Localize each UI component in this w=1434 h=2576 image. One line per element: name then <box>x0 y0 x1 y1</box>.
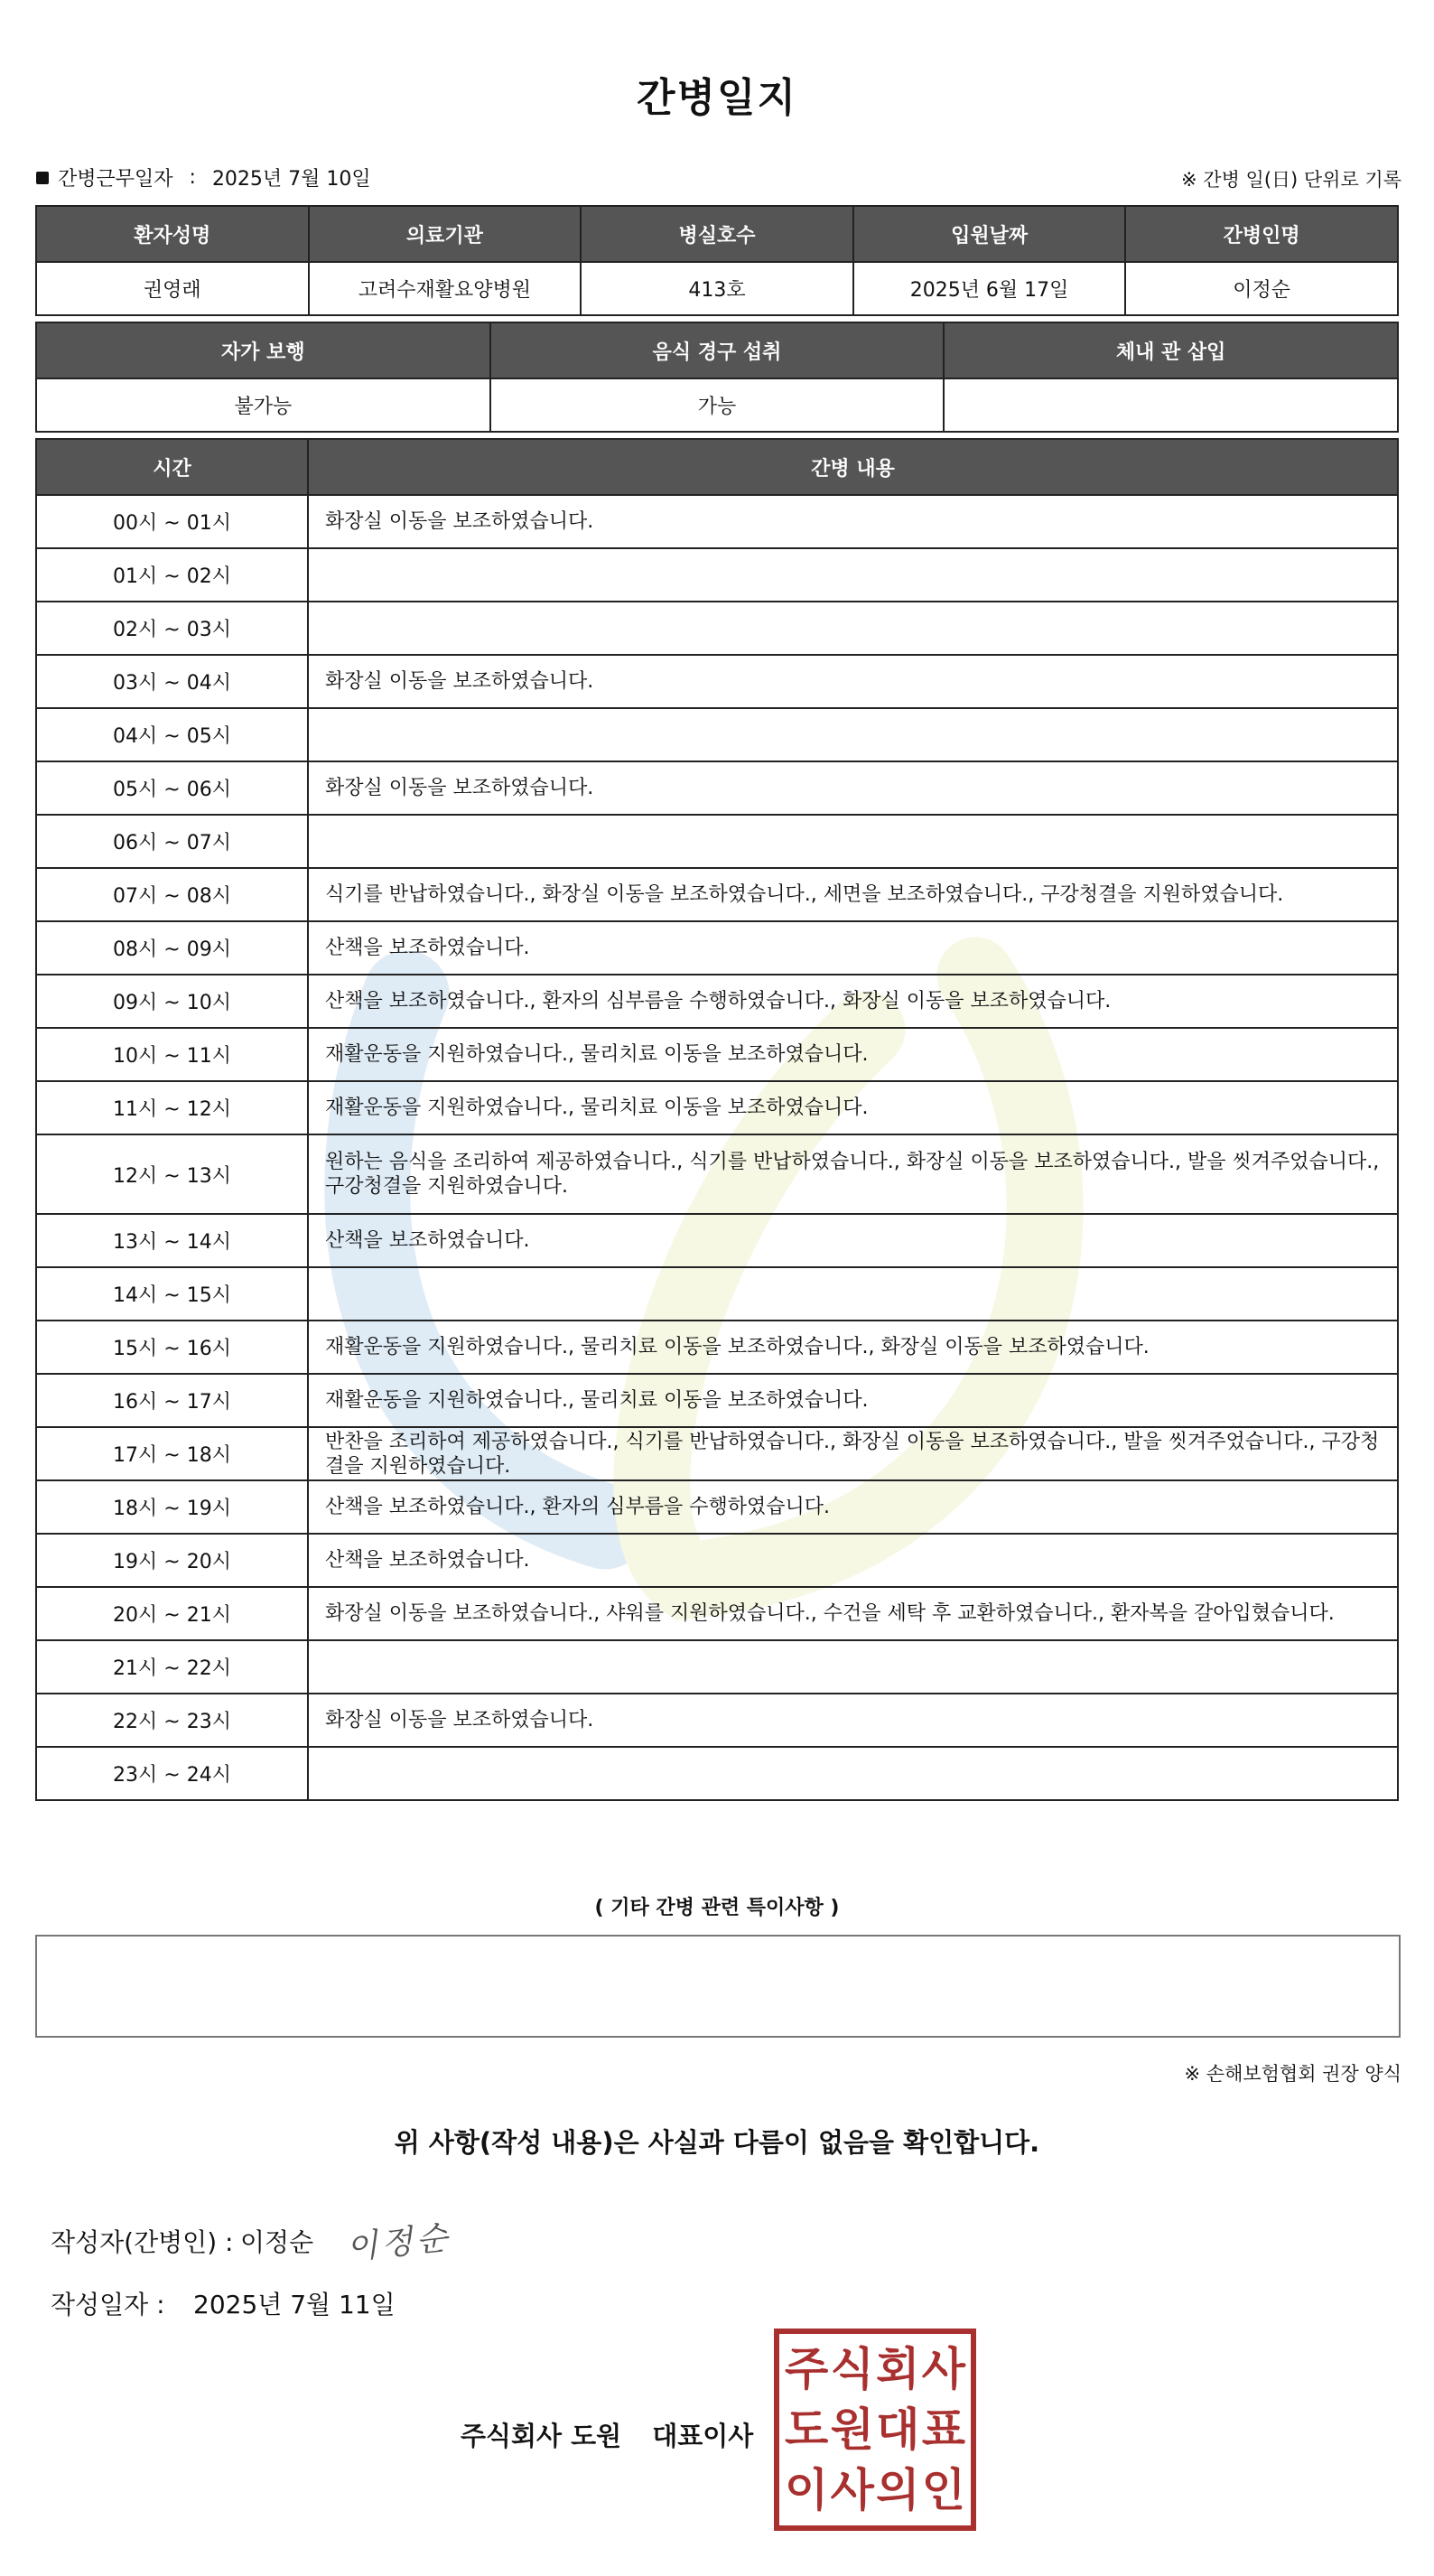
care-log-content: 산책을 보조하였습니다., 환자의 심부름을 수행하였습니다. <box>308 1480 1398 1534</box>
care-log-time: 19시 ~ 20시 <box>36 1534 308 1587</box>
work-date-label: 간병근무일자 <box>58 168 173 191</box>
care-log-header-row <box>36 439 1398 495</box>
care-log-row <box>36 1134 1398 1214</box>
write-date-value: 2025년 7월 11일 <box>193 2290 396 2319</box>
seal-row-2: 도 원 대 표 <box>785 2403 965 2456</box>
room-number: 413호 <box>581 262 853 315</box>
seal-row-1: 주 식 회 사 <box>785 2343 965 2396</box>
header-room: 병실호수 <box>581 206 853 262</box>
header-hospital: 의료기관 <box>309 206 582 262</box>
admission-date: 2025년 6월 17일 <box>853 262 1126 315</box>
care-log-content <box>308 548 1398 602</box>
company-role: 대표이사 <box>652 2421 754 2451</box>
care-log-time: 00시 ~ 01시 <box>36 495 308 548</box>
care-log-time: 11시 ~ 12시 <box>36 1081 308 1134</box>
hospital-name: 고려수재활요양병원 <box>309 262 582 315</box>
patient-info-header-row <box>36 206 1398 262</box>
care-log-content: 산책을 보조하였습니다. <box>308 921 1398 975</box>
care-log-time: 04시 ~ 05시 <box>36 708 308 761</box>
care-log-row <box>36 602 1398 655</box>
care-log-content: 재활운동을 지원하였습니다., 물리치료 이동을 보조하였습니다. <box>308 1374 1398 1427</box>
header-care-content: 간병 내용 <box>308 439 1398 495</box>
care-log-time: 16시 ~ 17시 <box>36 1374 308 1427</box>
seal-row-3: 이 사 의 인 <box>785 2463 965 2516</box>
care-log-row <box>36 1694 1398 1747</box>
walking-status: 불가능 <box>36 378 490 432</box>
form-note: ※ 손해보험협회 권장 양식 <box>1184 2063 1401 2085</box>
care-log-content: 재활운동을 지원하였습니다., 물리치료 이동을 보조하였습니다. <box>308 1028 1398 1081</box>
care-log-row <box>36 1640 1398 1694</box>
care-log-time: 05시 ~ 06시 <box>36 761 308 815</box>
care-log-time: 13시 ~ 14시 <box>36 1214 308 1267</box>
tube-insertion-status <box>944 378 1398 432</box>
care-log-time: 09시 ~ 10시 <box>36 975 308 1028</box>
care-log-time: 21시 ~ 22시 <box>36 1640 308 1694</box>
writer-line <box>51 2217 453 2267</box>
company-seal-stamp <box>774 2329 976 2531</box>
page-title: 간병일지 <box>636 75 797 121</box>
header-caregiver-name: 간병인명 <box>1125 206 1398 262</box>
care-log-row <box>36 1427 1398 1480</box>
care-log-row <box>36 761 1398 815</box>
care-log-time: 08시 ~ 09시 <box>36 921 308 975</box>
care-log-time: 12시 ~ 13시 <box>36 1134 308 1214</box>
write-date-line <box>51 2285 396 2321</box>
care-log-content: 재활운동을 지원하였습니다., 물리치료 이동을 보조하였습니다., 화장실 이동을 보조하였습니다. <box>308 1321 1398 1374</box>
header-tube-insertion: 체내 관 삽입 <box>944 322 1398 378</box>
care-log-row <box>36 1374 1398 1427</box>
square-bullet-icon <box>36 172 49 184</box>
writer-name: 이정순 <box>240 2226 314 2257</box>
care-log-row <box>36 1081 1398 1134</box>
writer-label: 작성자(간병인) : <box>51 2226 234 2257</box>
care-log-content <box>308 708 1398 761</box>
care-log-row <box>36 921 1398 975</box>
care-log-time: 23시 ~ 24시 <box>36 1747 308 1800</box>
care-log-content: 화장실 이동을 보조하였습니다. <box>308 495 1398 548</box>
care-log-row <box>36 1214 1398 1267</box>
care-log-content <box>308 602 1398 655</box>
care-log-time: 01시 ~ 02시 <box>36 548 308 602</box>
write-date-label: 작성일자 : <box>51 2290 165 2319</box>
header-walking: 자가 보행 <box>36 322 490 378</box>
care-log-row <box>36 868 1398 921</box>
patient-status-header-row <box>36 322 1398 378</box>
care-log-content <box>308 815 1398 868</box>
care-log-content: 반찬을 조리하여 제공하였습니다., 식기를 반납하였습니다., 화장실 이동을 보조하였습니다., 발을 씻겨주었습니다., 구강청결을 지원하였습니다. <box>308 1427 1398 1480</box>
care-log-content: 화장실 이동을 보조하였습니다. <box>308 761 1398 815</box>
care-log-time: 07시 ~ 08시 <box>36 868 308 921</box>
confirmation-statement: 위 사항(작성 내용)은 사실과 다름이 없음을 확인합니다. <box>394 2127 1040 2158</box>
care-log-row <box>36 548 1398 602</box>
care-log-time: 03시 ~ 04시 <box>36 655 308 708</box>
care-log-table <box>35 438 1399 1801</box>
care-log-row <box>36 495 1398 548</box>
care-log-row <box>36 1534 1398 1587</box>
patient-name: 권영래 <box>36 262 309 315</box>
work-date-sep: : <box>189 166 196 189</box>
care-log-time: 10시 ~ 11시 <box>36 1028 308 1081</box>
care-log-content: 식기를 반납하였습니다., 화장실 이동을 보조하였습니다., 세면을 보조하였습니다., 구강청결을 지원하였습니다. <box>308 868 1398 921</box>
care-log-row <box>36 1028 1398 1081</box>
record-note: ※ 간병 일(日) 단위로 기록 <box>1181 169 1401 191</box>
oral-intake-status: 가능 <box>490 378 945 432</box>
care-log-row <box>36 975 1398 1028</box>
care-log-time: 18시 ~ 19시 <box>36 1480 308 1534</box>
care-log-time: 17시 ~ 18시 <box>36 1427 308 1480</box>
care-log-row <box>36 1480 1398 1534</box>
care-log-content: 산책을 보조하였습니다. <box>308 1214 1398 1267</box>
company-name: 주식회사 도원 <box>461 2421 622 2451</box>
care-log-content: 화장실 이동을 보조하였습니다. <box>308 1694 1398 1747</box>
header-admission-date: 입원날짜 <box>853 206 1126 262</box>
care-log-row <box>36 1321 1398 1374</box>
handwritten-signature: 이정순 <box>344 2219 453 2267</box>
caregiver-name: 이정순 <box>1125 262 1398 315</box>
care-log-time: 02시 ~ 03시 <box>36 602 308 655</box>
company-line <box>461 2416 753 2453</box>
care-log-time: 20시 ~ 21시 <box>36 1587 308 1640</box>
care-log-row <box>36 1267 1398 1321</box>
patient-status-value-row <box>36 378 1398 432</box>
care-log-content <box>308 1267 1398 1321</box>
care-log-content <box>308 1747 1398 1800</box>
care-log-row <box>36 708 1398 761</box>
care-log-content: 원하는 음식을 조리하여 제공하였습니다., 식기를 반납하였습니다., 화장실 이동을 보조하였습니다., 발을 씻겨주었습니다., 구강청결을 지원하였습니다. <box>308 1134 1398 1214</box>
care-log-row <box>36 655 1398 708</box>
header-time: 시간 <box>36 439 308 495</box>
care-log-time: 06시 ~ 07시 <box>36 815 308 868</box>
care-log-row <box>36 1747 1398 1800</box>
care-log-row <box>36 815 1398 868</box>
care-log-time: 22시 ~ 23시 <box>36 1694 308 1747</box>
care-log-time: 15시 ~ 16시 <box>36 1321 308 1374</box>
care-log-content: 화장실 이동을 보조하였습니다. <box>308 655 1398 708</box>
header-oral-intake: 음식 경구 섭취 <box>490 322 945 378</box>
patient-status-table <box>35 322 1399 433</box>
care-log-content <box>308 1640 1398 1694</box>
care-log-content: 재활운동을 지원하였습니다., 물리치료 이동을 보조하였습니다. <box>308 1081 1398 1134</box>
care-log-row <box>36 1587 1398 1640</box>
care-log-content: 산책을 보조하였습니다., 환자의 심부름을 수행하였습니다., 화장실 이동을 보조하였습니다. <box>308 975 1398 1028</box>
notes-box <box>35 1935 1401 2038</box>
patient-info-table <box>35 205 1399 316</box>
patient-info-value-row <box>36 262 1398 315</box>
care-log-content: 산책을 보조하였습니다. <box>308 1534 1398 1587</box>
care-log-time: 14시 ~ 15시 <box>36 1267 308 1321</box>
header-patient-name: 환자성명 <box>36 206 309 262</box>
work-date-value: 2025년 7월 10일 <box>211 168 371 191</box>
notes-title: ( 기타 간병 관련 특이사항 ) <box>594 1897 840 1919</box>
work-date <box>36 163 371 191</box>
care-log-content: 화장실 이동을 보조하였습니다., 샤워를 지원하였습니다., 수건을 세탁 후 교환하였습니다., 환자복을 갈아입혔습니다. <box>308 1587 1398 1640</box>
